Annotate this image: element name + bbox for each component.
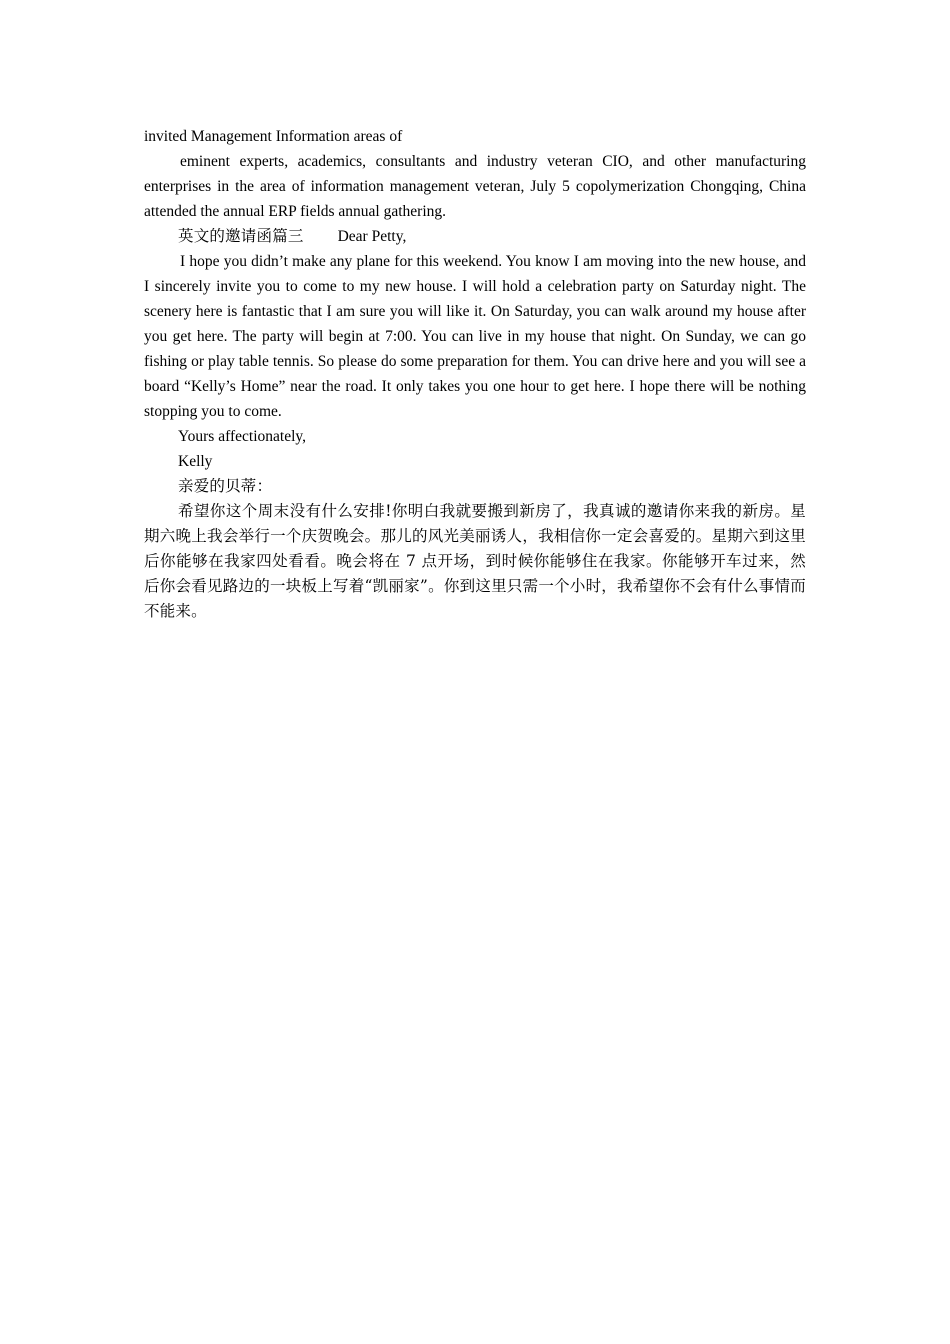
letter-salutation: Dear Petty, [337, 228, 407, 245]
letter-signature: Kelly [178, 453, 213, 470]
letter-closing: Yours affectionately, [178, 428, 306, 445]
intro-line: invited Management Information areas of [144, 128, 403, 145]
intro-paragraph: eminent experts, academics, consultants and industry veteran CIO, and other manufacturing enterprises in the area of information management veteran, July 5 copolymerization Chongqing, China attended the annual ERP fields annual gathering. [144, 153, 806, 220]
chinese-salutation: 亲爱的贝蒂： [178, 477, 273, 495]
letter-body: I hope you didn’t make any plane for this weekend. You know I am moving into the new house, and I sincerely invite you to come to my new house. I will hold a celebration party on Saturday night. The scenery here is fantastic that I am sure you will like it. On Saturday, you can walk around my house after you get here. The party will begin at 7:00. You can live in my house that night. On Sunday, we can go fishing or play table tennis. So please do some preparation for them. You can drive here and you will see a board “Kelly’s Home” near the road. It only takes you one hour to get here. I hope there will be nothing stopping you to come. [144, 253, 806, 420]
section-heading-line [144, 224, 806, 249]
section-heading: 英文的邀请函篇三 [178, 227, 304, 245]
document-page [144, 124, 806, 624]
chinese-body: 希望你这个周末没有什么安排!你明白我就要搬到新房了，我真诚的邀请你来我的新房。星期六晚上我会举行一个庆贺晚会。那儿的风光美丽诱人，我相信你一定会喜爱的。星期六到这里后你能够在我家四处看看。晚会将在 7 点开场，到时候你能够住在我家。你能够开车过来，然后你会看见路边的一块板上写着“凯丽家”。你到这里只需一个小时，我希望你不会有什么事情而不能来。 [144, 502, 806, 620]
